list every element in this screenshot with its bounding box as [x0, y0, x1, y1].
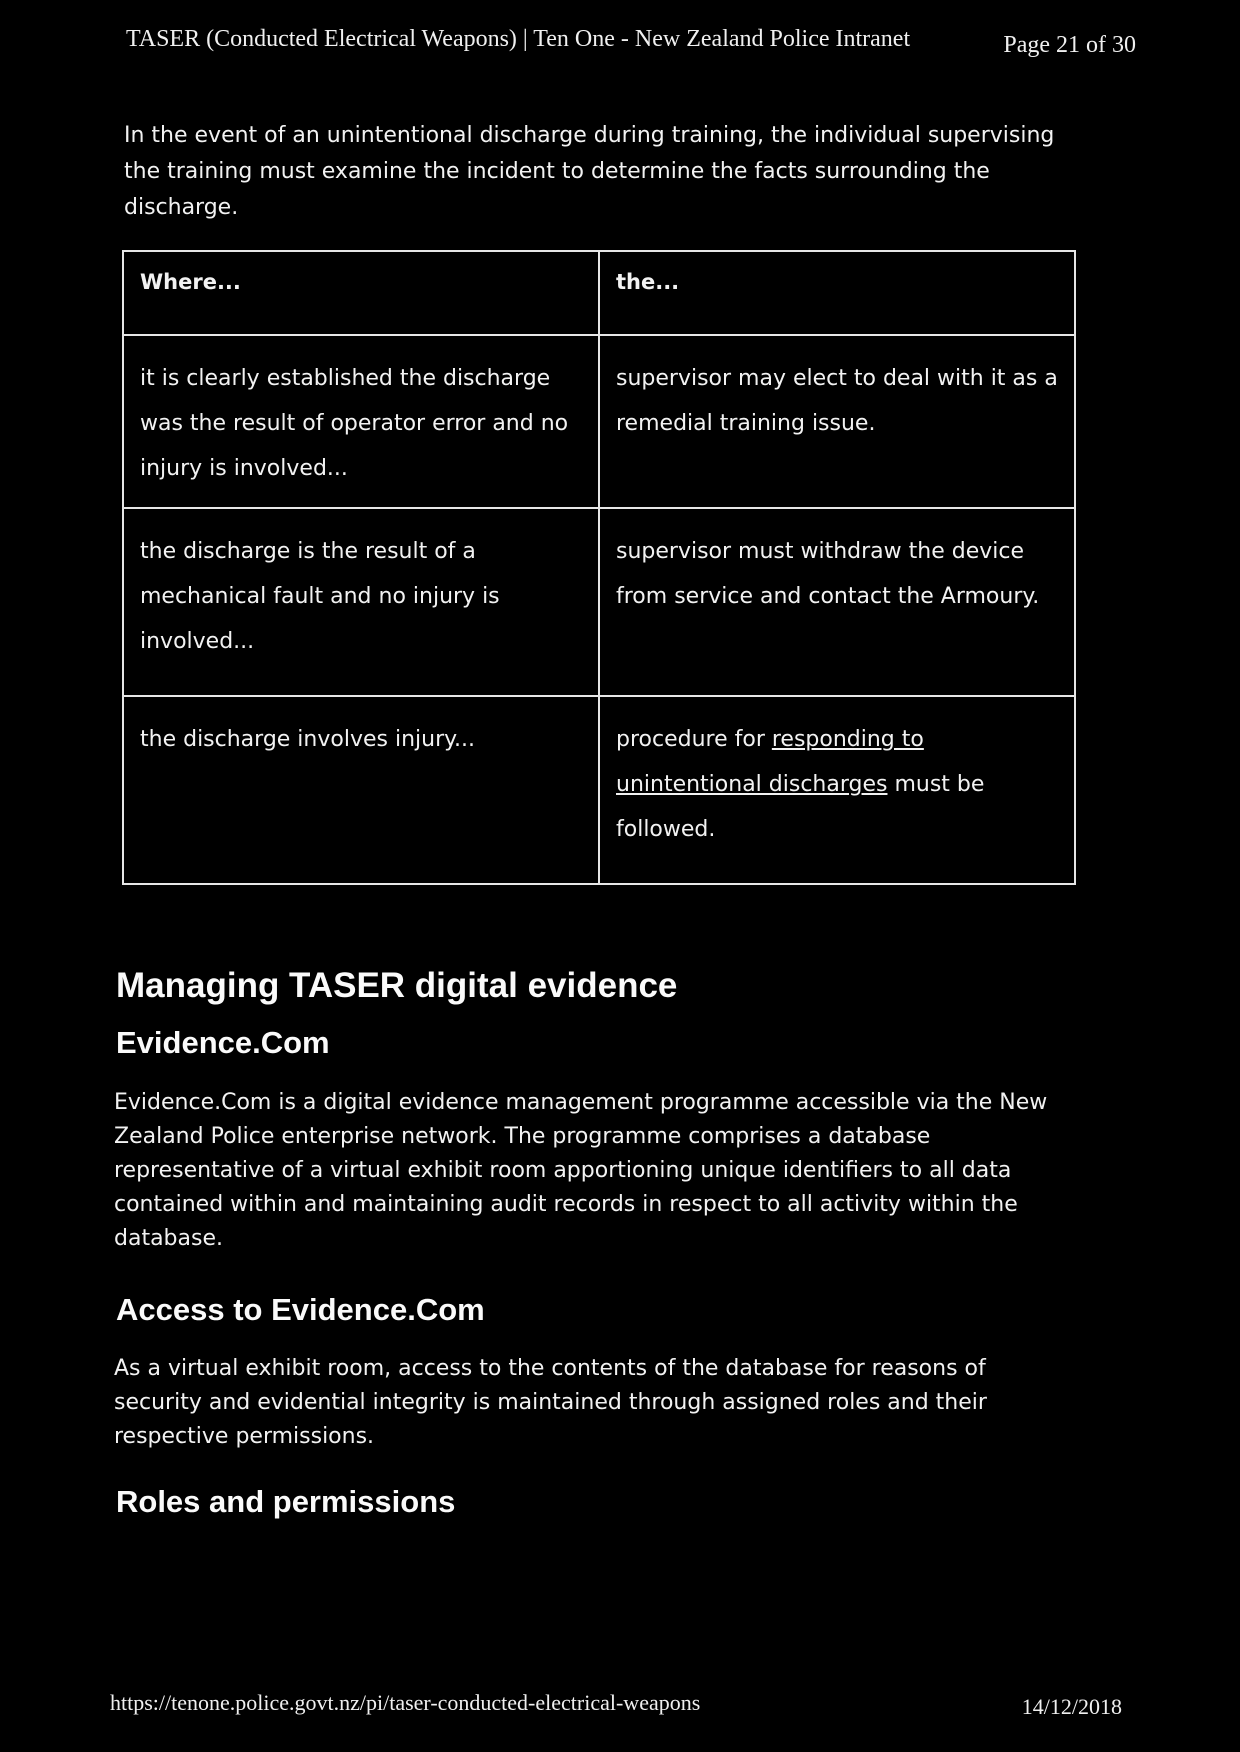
then-suffix: must be followed. — [616, 772, 985, 842]
evidence-com-paragraph: Evidence.Com is a digital evidence management programme accessible via the New Zealand Police enterprise network. The programme comprises a database representative of a virtual exhibit room apportioning unique identifiers to all data contained within and maintaining audit records in respect to all activity within the database. — [114, 1090, 1048, 1251]
access-heading: Access to Evidence.Com — [116, 1292, 485, 1327]
column-header-then: the... — [599, 251, 1075, 335]
print-date: 14/12/2018 — [1021, 1694, 1122, 1719]
table-row — [123, 696, 1075, 884]
where-cell: the discharge is the result of a mechanical fault and no injury is involved... — [123, 508, 599, 696]
where-cell: it is clearly established the discharge was the result of operator error and no injury is involved... — [123, 335, 599, 508]
table-header-row — [123, 251, 1075, 335]
then-cell: supervisor must withdraw the device from service and contact the Armoury. — [599, 508, 1075, 696]
access-paragraph: As a virtual exhibit room, access to the contents of the database for reasons of security and evidential integrity is maintained through assigned roles and their respective permissions. — [114, 1356, 987, 1449]
roles-permissions-heading: Roles and permissions — [116, 1484, 456, 1519]
document-title: TASER (Conducted Electrical Weapons) | Ten One - New Zealand Police Intranet — [126, 26, 911, 52]
discharge-table — [122, 250, 1076, 885]
table-row — [123, 508, 1075, 696]
page-url: https://tenone.police.govt.nz/pi/taser-conducted-electrical-weapons — [110, 1690, 701, 1715]
then-cell: supervisor may elect to deal with it as a remedial training issue. — [599, 335, 1075, 508]
column-header-where: Where... — [123, 251, 599, 335]
page-number: Page 21 of 30 — [1003, 32, 1136, 58]
where-cell: the discharge involves injury... — [123, 696, 599, 884]
then-prefix: procedure for — [616, 727, 772, 752]
then-cell — [599, 696, 1075, 884]
intro-paragraph: In the event of an unintentional discharge during training, the individual supervising the training must examine the incident to determine the facts surrounding the discharge. — [124, 123, 1055, 220]
evidence-com-heading: Evidence.Com — [116, 1025, 330, 1060]
responding-to-unintentional-discharges-link[interactable]: responding to unintentional discharges — [616, 727, 924, 797]
table-row — [123, 335, 1075, 508]
managing-evidence-heading: Managing TASER digital evidence — [116, 966, 678, 1005]
